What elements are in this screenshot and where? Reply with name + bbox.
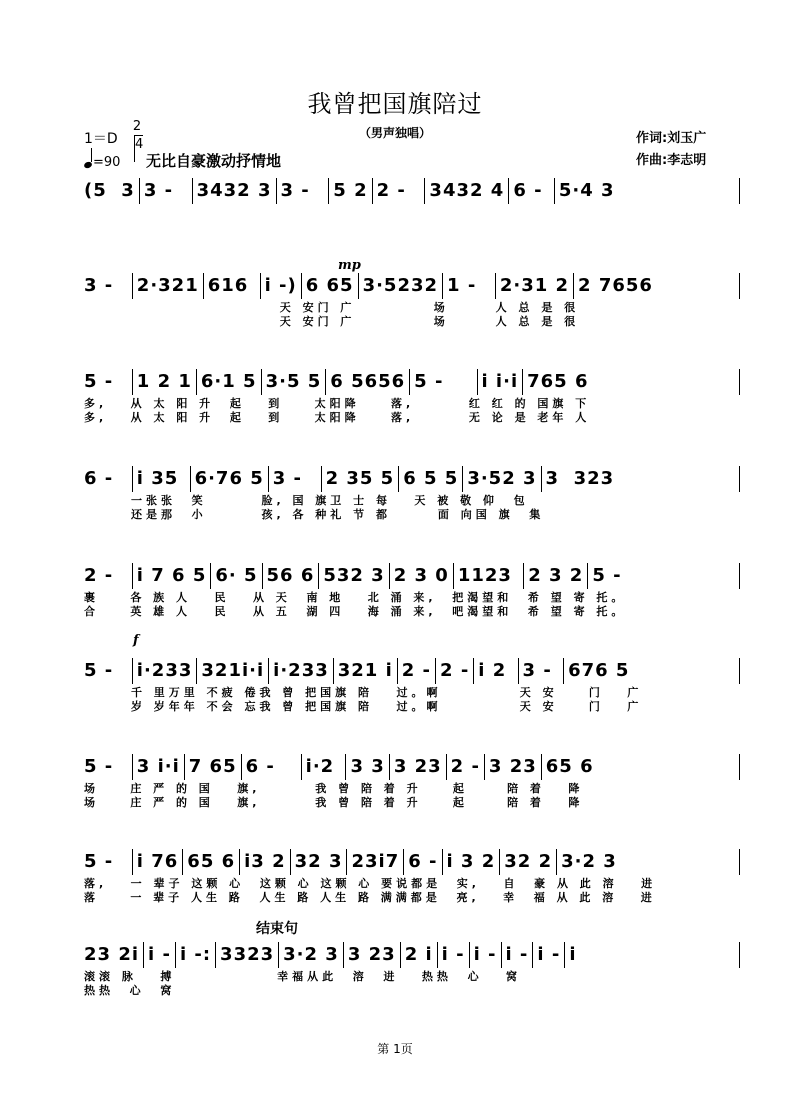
bar-line — [389, 754, 390, 780]
measure: 65 6 — [545, 756, 594, 777]
bar-line — [239, 849, 240, 875]
measure: 3 - — [84, 275, 128, 296]
measure: i 7 6 5 — [136, 565, 207, 586]
lyrics-verse-1: 场 庄 严 的 国 旗, 我 曾 陪 着 升 起 陪 着 降 — [84, 782, 584, 795]
measure: 3 i·i — [136, 756, 180, 777]
bar-line — [132, 658, 133, 684]
bar-line — [563, 658, 564, 684]
lyricist-credit: 作词:刘玉广 — [636, 131, 707, 146]
bar-line — [192, 178, 193, 204]
measure: 2 - — [401, 660, 432, 681]
bar-line — [437, 942, 438, 968]
bar-line — [477, 369, 478, 395]
bar-line — [132, 466, 133, 492]
measure: i 76 — [136, 851, 179, 872]
measure: (5 3 — [84, 180, 135, 201]
bar-line — [190, 466, 191, 492]
measure: i 35 — [136, 468, 186, 489]
measure: 2·31 2 — [499, 275, 570, 296]
bar-line — [358, 273, 359, 299]
measure: 5 - — [84, 371, 128, 392]
measure: i i·i — [481, 371, 519, 392]
measure: i - — [505, 944, 529, 965]
bar-line — [564, 942, 565, 968]
measure: 5 - — [84, 660, 128, 681]
measure: 65 6 — [187, 851, 236, 872]
bar-line — [182, 849, 183, 875]
staff-line-7 — [84, 752, 740, 810]
song-subtitle: （男声独唱） — [358, 126, 431, 140]
note-stem — [91, 148, 92, 162]
measure: 5 - — [414, 371, 473, 392]
bar-line — [453, 563, 454, 589]
measure: 23i7 — [351, 851, 400, 872]
measure: 3 23 — [393, 756, 442, 777]
bar-line — [409, 369, 410, 395]
measure: i 2 — [478, 660, 514, 681]
ending-label: 结束句 — [256, 921, 298, 937]
bar-line — [276, 178, 277, 204]
dynamic-mp: mp — [338, 258, 361, 273]
bar-line — [268, 466, 269, 492]
lyrics-verse-2: 落 一 辈子 人生 路 人生 路 人生 路 满满都是 亮, 幸 福 从 此 溶 进 — [84, 891, 656, 904]
measure: 2 i — [404, 944, 433, 965]
measure: 6 - — [513, 180, 550, 201]
time-signature — [130, 118, 144, 162]
bar-line — [442, 849, 443, 875]
measure: 3323 — [220, 944, 275, 965]
measure: 3·5 5 — [265, 371, 322, 392]
staff-notes — [84, 752, 740, 782]
measure: 6 5656 — [330, 371, 406, 392]
measure: 616 — [207, 275, 256, 296]
bar-line — [301, 754, 302, 780]
line-end-bar — [739, 849, 740, 875]
measure: 3 3 — [350, 756, 385, 777]
bar-line — [556, 849, 557, 875]
bar-line — [290, 849, 291, 875]
bar-line — [403, 849, 404, 875]
lyrics-verse-2: 天 安门 广 场 人 总 是 很 — [84, 315, 580, 328]
staff-line-4 — [84, 464, 740, 522]
bar-line — [132, 563, 133, 589]
measure: 56 6 — [266, 565, 315, 586]
line-end-bar — [739, 754, 740, 780]
bar-line — [484, 754, 485, 780]
lyrics-verse-1: 千 里万里 不疲 倦我 曾 把国旗 陪 过。啊 天 安 门 广 — [84, 686, 643, 699]
staff-notes — [84, 367, 740, 397]
staff-line-2 — [84, 271, 740, 329]
lyrics-verse-1: 一张张 笑 脸, 国 旗卫 士 每 天 被 敬 仰 包 — [84, 494, 529, 507]
measure: 1123 — [457, 565, 520, 586]
bar-line — [343, 942, 344, 968]
bar-line — [333, 658, 334, 684]
bar-line — [397, 658, 398, 684]
bar-line — [587, 563, 588, 589]
bar-line — [446, 754, 447, 780]
bar-line — [132, 754, 133, 780]
bar-line — [321, 466, 322, 492]
bar-line — [495, 273, 496, 299]
bar-line — [143, 942, 144, 968]
bar-line — [573, 273, 574, 299]
staff-line-9 — [84, 940, 740, 998]
measure: 6 - — [245, 756, 297, 777]
meter-bottom: 4 — [134, 135, 143, 162]
bar-line — [346, 849, 347, 875]
bar-line — [203, 273, 204, 299]
bar-line — [132, 849, 133, 875]
bar-line — [389, 563, 390, 589]
staff-line-6 — [84, 656, 740, 714]
measure: 3 - — [280, 180, 325, 201]
measure: 1 - — [447, 275, 491, 296]
bar-line — [518, 658, 519, 684]
measure: 2 - — [450, 756, 480, 777]
lyrics-verse-2: 合 英 雄 人 民 从 五 湖 四 海 涌 来, 吧渴望和 希 望 寄 托。 — [84, 605, 627, 618]
line-end-bar — [739, 658, 740, 684]
measure: i·2 — [305, 756, 342, 777]
bar-line — [241, 754, 242, 780]
song-title: 我曾把国旗陪过 — [307, 90, 483, 118]
measure: 3 - — [522, 660, 560, 681]
measure: 6 5 5 — [403, 468, 459, 489]
bar-line — [345, 754, 346, 780]
lyrics-verse-1: 落, 一 辈子 这颗 心 这颗 心 这颗 心 要说都是 实, 自 豪 从 此 溶 进 — [84, 877, 657, 890]
measure: i - — [441, 944, 465, 965]
bar-line — [132, 273, 133, 299]
staff-notes — [84, 561, 740, 591]
staff-line-1 — [84, 176, 740, 206]
measure: 3·52 3 — [467, 468, 537, 489]
composer-credit: 作曲:李志明 — [636, 153, 707, 168]
lyrics-verse-2: 多, 从 太 阳 升 起 到 太阳降 落, 无 论 是 老年 人 — [84, 411, 591, 424]
line-end-bar — [739, 273, 740, 299]
measure: 5 2 — [333, 180, 368, 201]
measure: i 3 2 — [446, 851, 496, 872]
quarter-note-icon — [83, 161, 93, 169]
bar-line — [508, 178, 509, 204]
measure: 3·5232 — [362, 275, 439, 296]
measure: 321i·i — [201, 660, 265, 681]
dynamic-f: f — [133, 633, 139, 648]
measure: i -: — [179, 944, 212, 965]
line-end-bar — [739, 369, 740, 395]
measure: 3 23 — [347, 944, 396, 965]
staff-line-8 — [84, 847, 740, 905]
measure: i·233 — [273, 660, 329, 681]
measure: 3 23 — [488, 756, 537, 777]
staff-notes — [84, 940, 740, 970]
bar-line — [372, 178, 373, 204]
measure: 6·76 5 — [194, 468, 264, 489]
measure: i·233 — [136, 660, 193, 681]
measure: 2 - — [376, 180, 421, 201]
lyrics-verse-1: 裹 各 族 人 民 从 天 南 地 北 涌 来, 把渴望和 希 望 寄 托。 — [84, 591, 627, 604]
measure: 321 i — [337, 660, 393, 681]
measure: 6·1 5 — [200, 371, 257, 392]
tempo-marking — [84, 152, 120, 170]
lyrics-verse-1: 滚滚 脉 搏 幸福从此 溶 进 热热 心 窝 — [84, 970, 522, 983]
measure: 3 - — [143, 180, 188, 201]
bar-line — [184, 754, 185, 780]
bar-line — [175, 942, 176, 968]
measure: 2 - — [440, 660, 470, 681]
measure: 676 5 — [568, 660, 630, 681]
bar-line — [196, 658, 197, 684]
lyrics-verse-2: 场 庄 严 的 国 旗, 我 曾 陪 着 升 起 陪 着 降 — [84, 796, 584, 809]
measure: 3 - — [272, 468, 317, 489]
measure: 3 323 — [545, 468, 615, 489]
measure: 3·2 3 — [561, 851, 617, 872]
lyrics-verse-1: 多, 从 太 阳 升 起 到 太阳降 落, 红 红 的 国旗 下 — [84, 397, 591, 410]
measure: i - — [148, 944, 171, 965]
bar-line — [318, 563, 319, 589]
measure: 3·2 3 — [283, 944, 339, 965]
measure: 23 2i — [84, 944, 140, 965]
line-end-bar — [739, 563, 740, 589]
staff-notes — [84, 176, 740, 206]
staff-notes — [84, 656, 740, 686]
measure: 6 - — [408, 851, 438, 872]
measure: 3432 4 — [429, 180, 505, 201]
bar-line — [424, 178, 425, 204]
measure: 5 - — [84, 756, 128, 777]
measure: 6 - — [84, 468, 128, 489]
lyrics-verse-2: 热热 心 窝 — [84, 984, 176, 997]
meter-top: 2 — [132, 119, 142, 134]
bar-line — [442, 273, 443, 299]
bar-line — [398, 466, 399, 492]
bar-line — [469, 942, 470, 968]
bar-line — [215, 942, 216, 968]
bar-line — [210, 563, 211, 589]
staff-notes — [84, 847, 740, 877]
measure: i3 2 — [244, 851, 286, 872]
bar-line — [261, 369, 262, 395]
measure: 2 3 2 — [528, 565, 584, 586]
measure: i — [569, 944, 577, 965]
staff-notes — [84, 271, 740, 301]
measure: 2 35 5 — [325, 468, 395, 489]
staff-line-3 — [84, 367, 740, 425]
bar-line — [268, 658, 269, 684]
bar-line — [541, 466, 542, 492]
measure: 2 3 0 — [393, 565, 449, 586]
bar-line — [523, 563, 524, 589]
lyrics-verse-2: 还是那 小 孩, 各 种礼 节 都 面 向国 旗 集 — [84, 508, 545, 521]
measure: 5 - — [592, 565, 622, 586]
measure: 32 3 — [294, 851, 343, 872]
lyrics-verse-1: 天 安门 广 场 人 总 是 很 — [84, 301, 580, 314]
bar-line — [522, 369, 523, 395]
lyrics-verse-2: 岁 岁年年 不会 忘我 曾 把国旗 陪 过。啊 天 安 门 广 — [84, 700, 643, 713]
staff-notes — [84, 464, 740, 494]
final-double-bar — [739, 942, 740, 968]
staff-line-5 — [84, 561, 740, 619]
measure: 6· 5 — [215, 565, 258, 586]
measure: i - — [537, 944, 561, 965]
measure: 5 - — [84, 851, 128, 872]
measure: 2 - — [84, 565, 128, 586]
expression-marking: 无比自豪激动抒情地 — [146, 152, 282, 170]
measure: 2 7656 — [578, 275, 653, 296]
bar-line — [435, 658, 436, 684]
bar-line — [301, 273, 302, 299]
measure: 3432 3 — [196, 180, 272, 201]
bar-line — [532, 942, 533, 968]
measure: 7 65 — [188, 756, 237, 777]
measure: 532 3 — [323, 565, 385, 586]
bar-line — [473, 658, 474, 684]
measure: 1 2 1 — [136, 371, 192, 392]
bar-line — [400, 942, 401, 968]
measure: 765 6 — [527, 371, 589, 392]
bar-line — [462, 466, 463, 492]
bar-line — [278, 942, 279, 968]
measure: i -) — [264, 275, 297, 296]
line-end-bar — [739, 178, 740, 204]
bar-line — [499, 849, 500, 875]
bar-line — [132, 369, 133, 395]
bar-line — [541, 754, 542, 780]
measure: i - — [473, 944, 497, 965]
key-signature: 1＝D — [84, 131, 118, 147]
bar-line — [325, 369, 326, 395]
measure: 6 65 — [305, 275, 354, 296]
bar-line — [260, 273, 261, 299]
bar-line — [328, 178, 329, 204]
bar-line — [554, 178, 555, 204]
measure: 2·321 — [136, 275, 199, 296]
page-number: 第 1页 — [377, 1042, 413, 1056]
bar-line — [196, 369, 197, 395]
bar-line — [262, 563, 263, 589]
tempo-value: =90 — [93, 155, 121, 170]
measure: 5·4 3 — [558, 180, 615, 201]
measure: 32 2 — [504, 851, 553, 872]
line-end-bar — [739, 466, 740, 492]
bar-line — [501, 942, 502, 968]
bar-line — [139, 178, 140, 204]
